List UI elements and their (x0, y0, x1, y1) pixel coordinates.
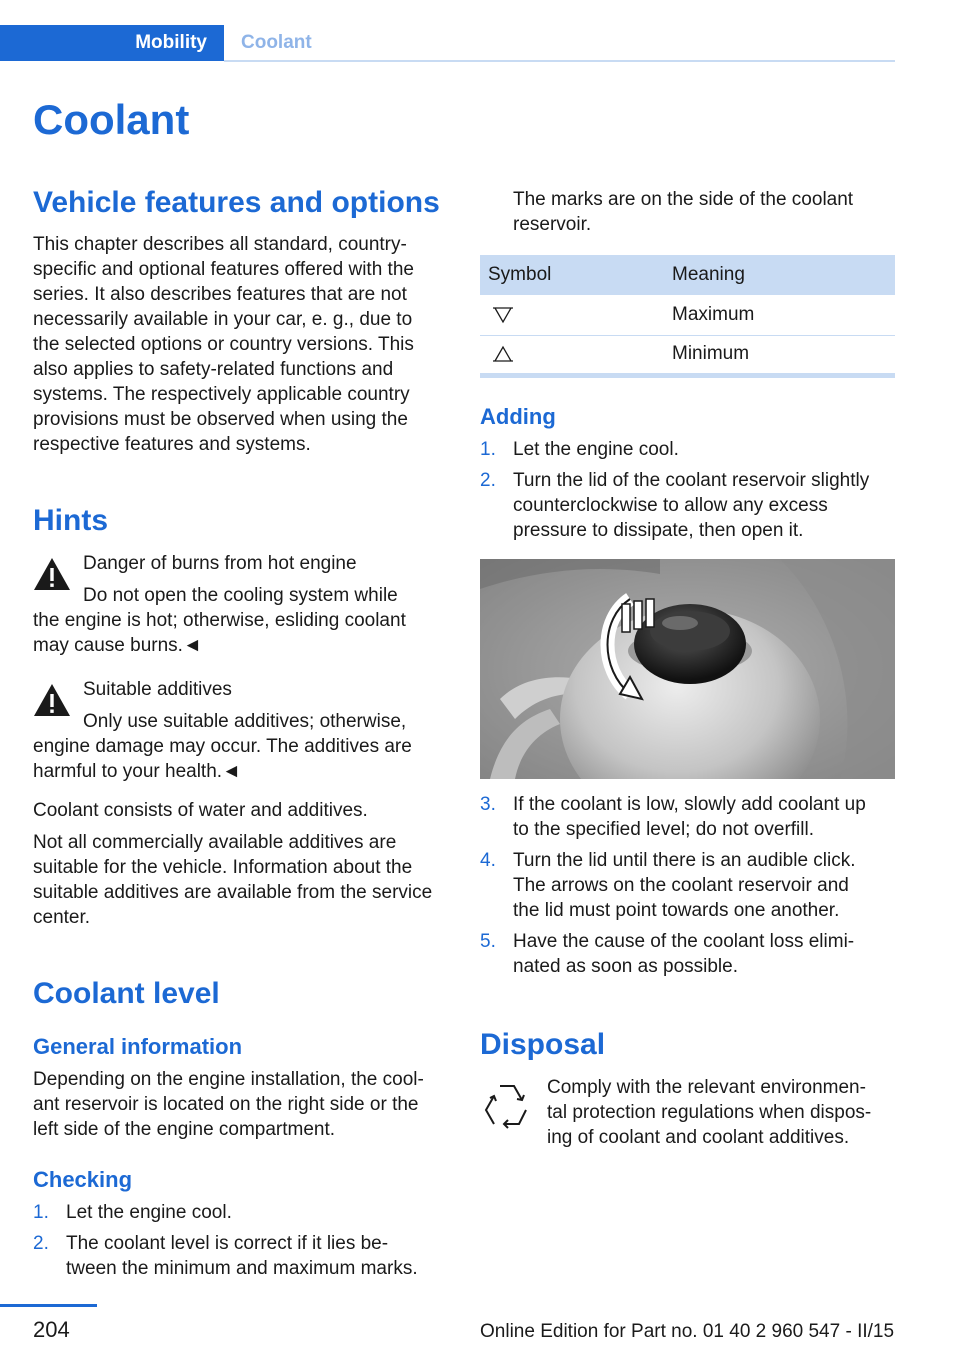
text-line: Only use suitable additives; otherwise, (83, 711, 407, 732)
step-number: 1. (33, 1202, 49, 1223)
heading-hints: Hints (33, 504, 108, 537)
page-header (0, 25, 895, 62)
heading-vehicle-features: Vehicle features and options (33, 186, 440, 219)
meaning-cell: Minimum (672, 335, 895, 375)
heading-adding: Adding (480, 404, 556, 429)
text-line: to the specified level; do not overfill. (513, 819, 815, 840)
warning-title-burns: Danger of burns from hot engine (83, 553, 357, 574)
disposal-text (547, 1075, 897, 1150)
recycle-icon (482, 1080, 532, 1132)
meaning-cell: Maximum (672, 295, 895, 335)
symbol-table (480, 255, 895, 378)
page-title: Coolant (33, 96, 190, 143)
text-line: may cause burns.◄ (33, 635, 202, 656)
page-number: 204 (33, 1317, 70, 1342)
vehicle-features-text (33, 232, 453, 457)
list-item (480, 468, 895, 543)
column-header-meaning: Meaning (672, 255, 895, 295)
warning-text-additives (33, 709, 453, 784)
footer-divider (0, 1304, 97, 1307)
text-line: Let the engine cool. (513, 439, 679, 460)
table-row (480, 295, 895, 335)
step-number: 1. (480, 439, 496, 460)
max-mark-icon (492, 305, 514, 325)
chapter-tab-coolant[interactable]: Coolant (241, 32, 312, 53)
text-line: reservoir. (513, 214, 592, 235)
text-line: necessarily available in your car, e. g., due to (33, 309, 413, 330)
text-line: Comply with the relevant environmen- (547, 1077, 866, 1098)
coolant-composition-text: Coolant consists of water and additives. (33, 800, 368, 821)
heading-disposal: Disposal (480, 1028, 606, 1061)
warning-title-additives: Suitable additives (83, 679, 232, 700)
text-line: The marks are on the side of the coolant (513, 189, 854, 210)
text-line: Let the engine cool. (66, 1202, 232, 1223)
text-line: ing of coolant and coolant additives. (547, 1127, 850, 1148)
adding-steps-list-a (480, 437, 895, 549)
text-line: Have the cause of the coolant loss elimi- (513, 931, 855, 952)
symbol-cell (480, 295, 672, 335)
text-line: The coolant level is correct if it lies be- (66, 1233, 389, 1254)
coolant-reservoir-photo (480, 559, 895, 779)
list-item (480, 848, 895, 923)
heading-checking: Checking (33, 1167, 133, 1192)
text-line: provisions must be observed when using the (33, 409, 408, 430)
text-line: engine damage may occur. The additives are (33, 736, 412, 757)
section-tab-mobility[interactable]: Mobility (0, 25, 224, 61)
table-header-row (480, 255, 895, 295)
additives-info-text (33, 830, 458, 930)
text-line: This chapter describes all standard, country- (33, 234, 407, 255)
text-line: the lid must point towards one another. (513, 900, 840, 921)
edition-text: Online Edition for Part no. 01 40 2 960 547 - II/15 (480, 1321, 895, 1342)
text-line: suitable additives are available from the service (33, 882, 433, 903)
text-line: Not all commercially available additives are (33, 832, 397, 853)
text-line: center. (33, 907, 91, 928)
text-line: ant reservoir is located on the right side or the (33, 1094, 419, 1115)
text-line: also applies to safety-related functions and (33, 359, 394, 380)
min-mark-icon (492, 344, 514, 364)
list-item (33, 1200, 453, 1225)
step-number: 4. (480, 850, 496, 871)
adding-steps-list-b (480, 792, 895, 985)
general-information-text (33, 1067, 453, 1142)
list-item (480, 437, 895, 462)
text-line: the selected options or country versions. This (33, 334, 414, 355)
text-line: harmful to your health.◄ (33, 761, 241, 782)
heading-coolant-level: Coolant level (33, 977, 220, 1010)
header-divider (224, 60, 895, 62)
text-line: Turn the lid until there is an audible click. (513, 850, 856, 871)
column-header-symbol: Symbol (480, 255, 672, 295)
table-row (480, 335, 895, 375)
text-line: pressure to dissipate, then open it. (513, 520, 804, 541)
text-line: suitable for the vehicle. Information about the (33, 857, 413, 878)
text-line: tal protection regulations when dispos- (547, 1102, 872, 1123)
text-line: Do not open the cooling system while (83, 585, 398, 606)
list-item (480, 929, 895, 979)
step-number: 2. (480, 470, 496, 491)
text-line: specific and optional features offered with the (33, 259, 414, 280)
marks-location-text (513, 187, 895, 237)
text-line: Turn the lid of the coolant reservoir slightly (513, 470, 870, 491)
step-number: 3. (480, 794, 496, 815)
text-line: the engine is hot; otherwise, esliding coolant (33, 610, 406, 631)
warning-text-burns (33, 583, 453, 658)
step-number: 5. (480, 931, 496, 952)
text-line: The arrows on the coolant reservoir and (513, 875, 849, 896)
symbol-cell (480, 335, 672, 375)
list-item (480, 792, 895, 842)
text-line: nated as soon as possible. (513, 956, 738, 977)
text-line: counterclockwise to allow any excess (513, 495, 828, 516)
text-line: systems. The respectively applicable country (33, 384, 410, 405)
text-line: respective features and systems. (33, 434, 311, 455)
checking-steps-list (33, 1200, 453, 1287)
text-line: series. It also describes features that are not (33, 284, 407, 305)
text-line: If the coolant is low, slowly add coolant up (513, 794, 866, 815)
text-line: tween the minimum and maximum marks. (66, 1258, 418, 1279)
step-number: 2. (33, 1233, 49, 1254)
text-line: Depending on the engine installation, the cool- (33, 1069, 424, 1090)
list-item (33, 1231, 453, 1281)
heading-general-information: General information (33, 1034, 243, 1059)
text-line: left side of the engine compartment. (33, 1119, 336, 1140)
